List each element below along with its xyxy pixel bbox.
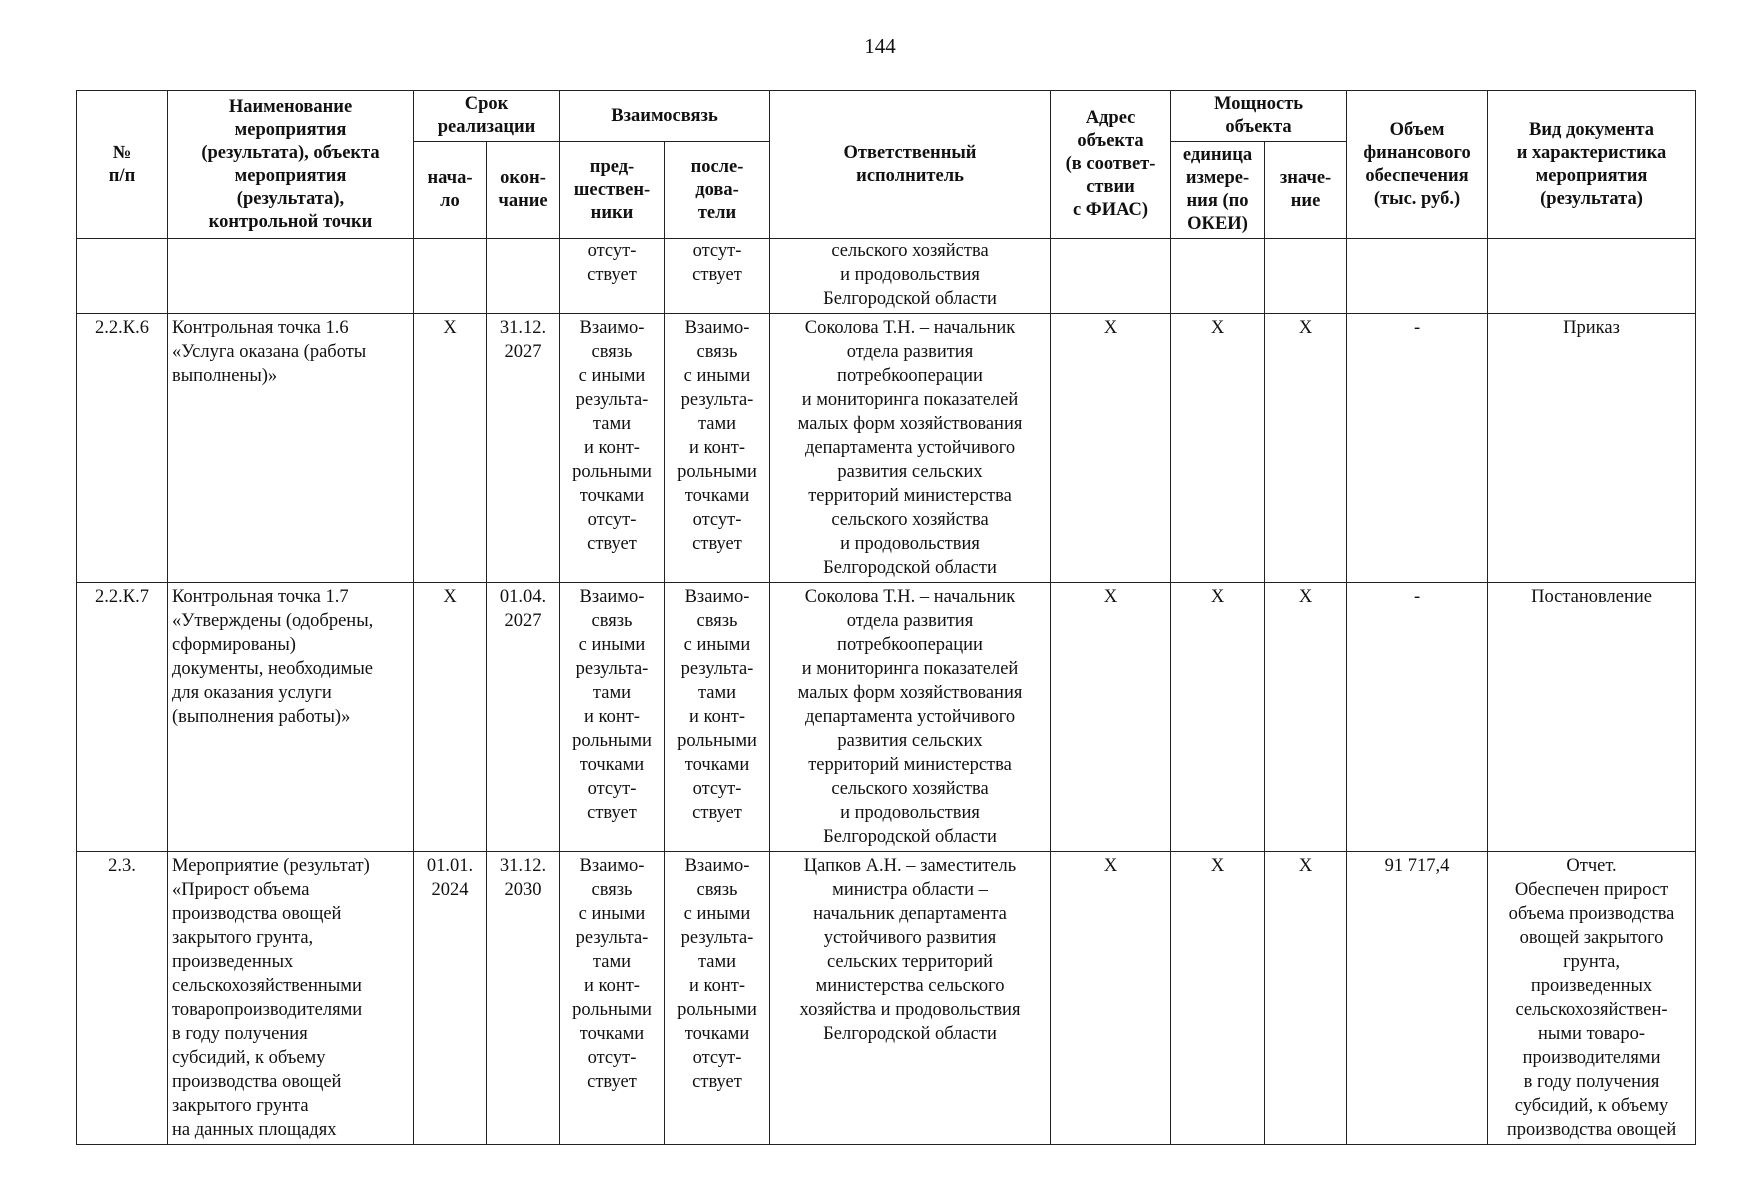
cell-next: Взаимо- связь с иными результа- тами и конт- рольными точками отсут- ствует	[665, 314, 770, 583]
header-cap-unit: единица измере- ния (по ОКЕИ)	[1171, 142, 1265, 239]
cell-name: Мероприятие (результат) «Прирост объема производства овощей закрытого грунта, произведенных сельскохозяйственными товаропроизводителями в году получения субсидий, к объему производства овощей закрытого грунта на данных площадях	[168, 852, 414, 1145]
header-address: Адрес объекта (в соответ- ствии с ФИАС)	[1051, 91, 1171, 239]
cell-next: Взаимо- связь с иными результа- тами и конт- рольными точками отсут- ствует	[665, 852, 770, 1145]
cell-responsible: Цапков А.Н. – заместитель министра области – начальник департамента устойчивого развития сельских территорий министерства сельского хозяйства и продовольствия Белгородской области	[770, 852, 1051, 1145]
table-row	[77, 852, 1696, 1145]
table-row	[77, 314, 1696, 583]
cell-address: X	[1051, 852, 1171, 1145]
cell-start: X	[414, 314, 487, 583]
cell-next: Взаимо- связь с иными результа- тами и конт- рольными точками отсут- ствует	[665, 583, 770, 852]
cell-name: Контрольная точка 1.6 «Услуга оказана (работы выполнены)»	[168, 314, 414, 583]
table-row	[77, 583, 1696, 852]
header-link: Взаимосвязь	[560, 91, 770, 142]
header-name: Наименование мероприятия (результата), объекта мероприятия (результата), контрольной точки	[168, 91, 414, 239]
header-row-1	[77, 91, 1696, 142]
header-responsible: Ответственный исполнитель	[770, 91, 1051, 239]
cell-finance: -	[1347, 583, 1488, 852]
cell-start: 01.01. 2024	[414, 852, 487, 1145]
header-num: № п/п	[77, 91, 168, 239]
cell-prev: Взаимо- связь с иными результа- тами и конт- рольными точками отсут- ствует	[560, 583, 665, 852]
cell-address: X	[1051, 314, 1171, 583]
cell-value: X	[1265, 314, 1347, 583]
cell-prev: Взаимо- связь с иными результа- тами и конт- рольными точками отсут- ствует	[560, 314, 665, 583]
header-link-prev: пред- шествен- ники	[560, 142, 665, 239]
cell-finance	[1347, 239, 1488, 314]
cell-value	[1265, 239, 1347, 314]
cell-unit: X	[1171, 583, 1265, 852]
plan-table	[76, 90, 1696, 1145]
cell-finance: -	[1347, 314, 1488, 583]
cell-start: X	[414, 583, 487, 852]
cell-num: 2.3.	[77, 852, 168, 1145]
cell-num: 2.2.К.6	[77, 314, 168, 583]
cell-doc: Отчет. Обеспечен прирост объема производства овощей закрытого грунта, произведенных сельскохозяйствен- ными товаро- производителями в году получения субсидий, к объему производства овощей	[1488, 852, 1696, 1145]
page-number: 144	[864, 34, 896, 58]
cell-unit	[1171, 239, 1265, 314]
header-cap-value: значе- ние	[1265, 142, 1347, 239]
cell-num	[77, 239, 168, 314]
header-term: Срок реализации	[414, 91, 560, 142]
cell-doc: Приказ	[1488, 314, 1696, 583]
cell-responsible: сельского хозяйства и продовольствия Белгородской области	[770, 239, 1051, 314]
cell-value: X	[1265, 583, 1347, 852]
header-term-end: окон- чание	[487, 142, 560, 239]
table-row	[77, 239, 1696, 314]
cell-unit: X	[1171, 314, 1265, 583]
cell-doc	[1488, 239, 1696, 314]
cell-address	[1051, 239, 1171, 314]
cell-address: X	[1051, 583, 1171, 852]
cell-name	[168, 239, 414, 314]
header-link-next: после- дова- тели	[665, 142, 770, 239]
cell-end: 31.12. 2027	[487, 314, 560, 583]
cell-name: Контрольная точка 1.7 «Утверждены (одобрены, сформированы) документы, необходимые для оказания услуги (выполнения работы)»	[168, 583, 414, 852]
cell-num: 2.2.К.7	[77, 583, 168, 852]
header-doc: Вид документа и характеристика мероприятия (результата)	[1488, 91, 1696, 239]
cell-next: отсут- ствует	[665, 239, 770, 314]
header-term-start: нача- ло	[414, 142, 487, 239]
cell-doc: Постановление	[1488, 583, 1696, 852]
cell-start	[414, 239, 487, 314]
header-finance: Объем финансового обеспечения (тыс. руб.)	[1347, 91, 1488, 239]
cell-end: 01.04. 2027	[487, 583, 560, 852]
cell-value: X	[1265, 852, 1347, 1145]
header-capacity: Мощность объекта	[1171, 91, 1347, 142]
cell-unit: X	[1171, 852, 1265, 1145]
cell-prev: отсут- ствует	[560, 239, 665, 314]
cell-responsible: Соколова Т.Н. – начальник отдела развития потребкооперации и мониторинга показателей малых форм хозяйствования департамента устойчивого развития сельских территорий министерства сельского хозяйства и продовольствия Белгородской области	[770, 314, 1051, 583]
cell-responsible: Соколова Т.Н. – начальник отдела развития потребкооперации и мониторинга показателей малых форм хозяйствования департамента устойчивого развития сельских территорий министерства сельского хозяйства и продовольствия Белгородской области	[770, 583, 1051, 852]
cell-finance: 91 717,4	[1347, 852, 1488, 1145]
cell-prev: Взаимо- связь с иными результа- тами и конт- рольными точками отсут- ствует	[560, 852, 665, 1145]
cell-end: 31.12. 2030	[487, 852, 560, 1145]
cell-end	[487, 239, 560, 314]
